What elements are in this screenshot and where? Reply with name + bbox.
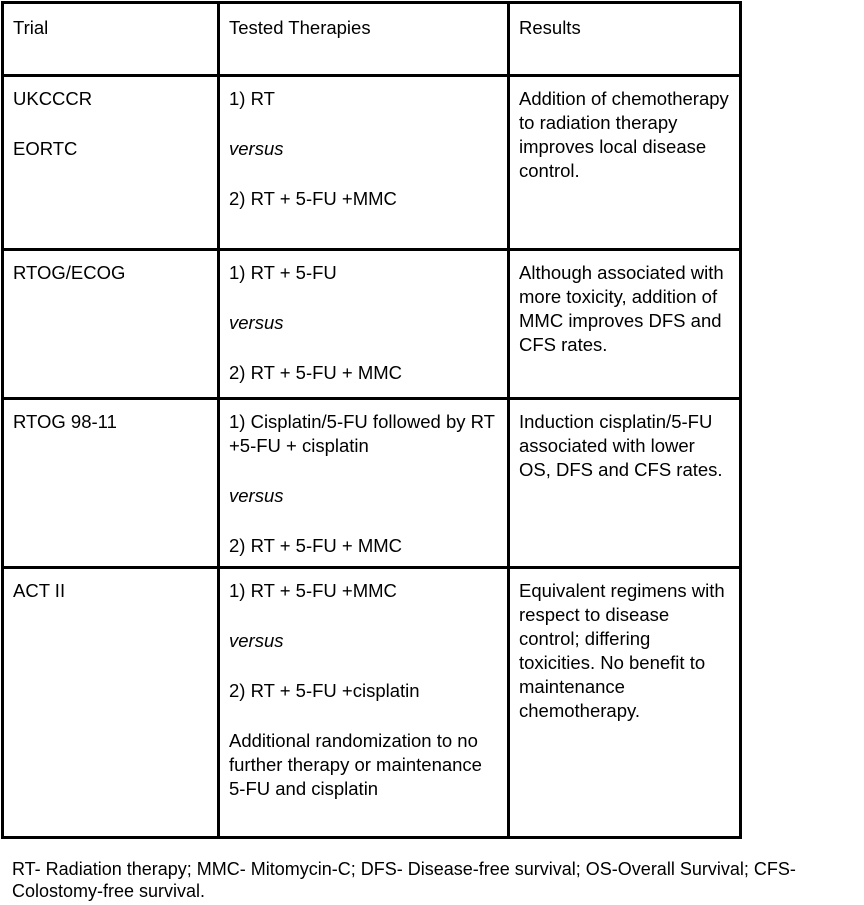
therapy-note: Additional randomization to no further therapy or maintenance 5-FU and cisplatin [229, 730, 482, 799]
therapies-cell [219, 76, 509, 250]
trial-name: UKCCCR [13, 88, 93, 109]
results-cell: Induction cisplatin/5-FU associated with lower OS, DFS and CFS rates. [509, 399, 741, 568]
table-row [3, 76, 741, 250]
results-cell: Addition of chemotherapy to radiation therapy improves local disease control. [509, 76, 741, 250]
trial-cell [3, 568, 219, 838]
footnote: RT- Radiation therapy; MMC- Mitomycin-C; DFS- Disease-free survival; OS-Overall Survival; CFS- Colostomy-free survival. [12, 859, 796, 901]
therapies-cell [219, 399, 509, 568]
header-trial: Trial [3, 3, 219, 76]
versus-label: versus [229, 485, 284, 506]
trial-cell [3, 399, 219, 568]
therapy-arm: 1) RT + 5-FU +MMC [229, 580, 397, 601]
therapy-arm: 2) RT + 5-FU + MMC [229, 535, 403, 556]
versus-label: versus [229, 138, 284, 159]
header-row [3, 3, 741, 76]
therapy-arm: 1) Cisplatin/5-FU followed by RT +5-FU + cisplatin [229, 411, 495, 456]
trial-cell [3, 250, 219, 399]
therapies-cell [219, 250, 509, 399]
therapy-arm: 2) RT + 5-FU + MMC [229, 362, 403, 383]
header-tested-therapies: Tested Therapies [219, 3, 509, 76]
results-cell: Equivalent regimens with respect to disease control; differing toxicities. No benefit to maintenance chemotherapy. [509, 568, 741, 838]
trial-name: RTOG/ECOG [13, 262, 126, 283]
trial-name: RTOG 98-11 [13, 411, 117, 432]
table-row [3, 250, 741, 399]
versus-label: versus [229, 312, 284, 333]
therapy-arm: 1) RT + 5-FU [229, 262, 337, 283]
trial-name: ACT II [13, 580, 66, 601]
trial-cell [3, 76, 219, 250]
versus-label: versus [229, 630, 284, 651]
therapies-cell [219, 568, 509, 838]
trial-name: EORTC [13, 138, 78, 159]
table-row [3, 399, 741, 568]
therapy-arm: 2) RT + 5-FU +cisplatin [229, 680, 420, 701]
therapy-arm: 1) RT [229, 88, 275, 109]
results-cell: Although associated with more toxicity, addition of MMC improves DFS and CFS rates. [509, 250, 741, 399]
trials-table [1, 1, 742, 839]
header-results: Results [509, 3, 741, 76]
table-row [3, 568, 741, 838]
therapy-arm: 2) RT + 5-FU +MMC [229, 188, 397, 209]
